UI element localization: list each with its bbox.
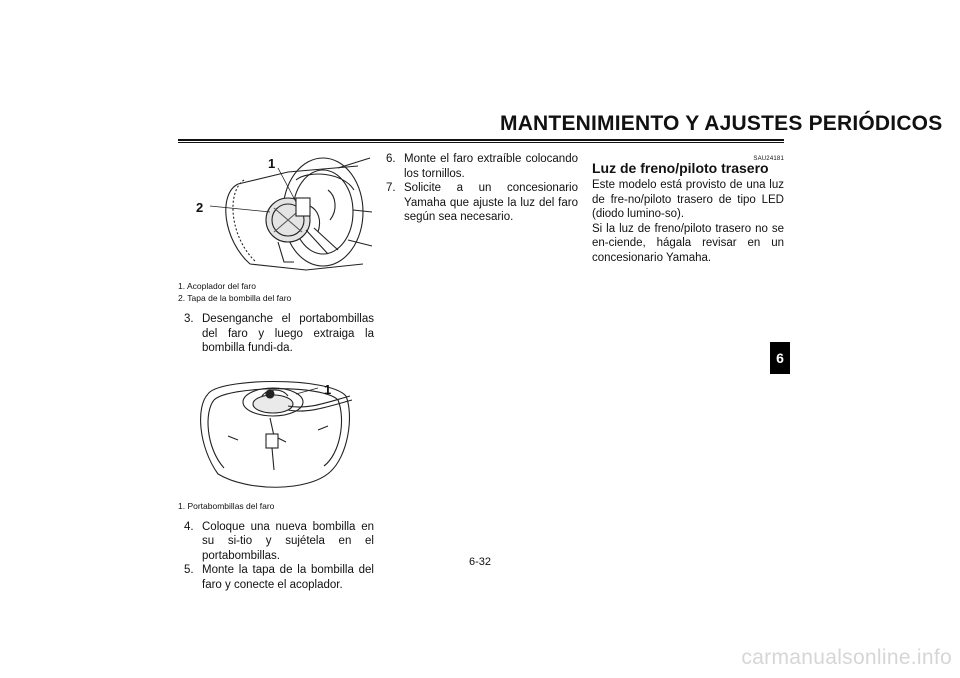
caption-line: 2. Tapa de la bombilla del faro (178, 293, 292, 303)
step-5 (184, 563, 374, 592)
step-4 (184, 520, 374, 564)
step-number: 6. (386, 153, 396, 165)
paragraph: Este modelo está provisto de una luz de fre-no/piloto trasero de tipo LED (diodo lumino-so). (592, 179, 784, 220)
step-3 (184, 312, 374, 356)
section-body (592, 178, 784, 265)
callout-2: 2 (196, 200, 204, 215)
paragraph: Si la luz de freno/piloto trasero no se en-ciende, hágala revisar en un concesionario Yamaha. (592, 222, 784, 264)
figure2-caption (178, 500, 374, 512)
right-column (592, 152, 784, 265)
section-heading: Luz de freno/piloto trasero (592, 160, 769, 176)
middle-column (386, 152, 578, 225)
step-text: Solicite a un concesionario Yamaha que ajuste la luz del faro según sea necesario. (404, 182, 578, 223)
step-number: 4. (184, 520, 194, 533)
step-6 (386, 152, 578, 181)
chapter-tab: 6 (770, 342, 790, 374)
step-text: Monte el faro extraíble colocando los tornillos. (404, 153, 578, 180)
section-code: SAU24181 (753, 156, 784, 162)
watermark: carmanualsonline.info (741, 646, 952, 669)
figure1-caption (178, 280, 374, 304)
callout-1: 1 (324, 381, 332, 397)
page-title: MANTENIMIENTO Y AJUSTES PERIÓDICOS (500, 112, 943, 135)
step-text: Monte la tapa de la bombilla del faro y conecte el acoplador. (202, 564, 374, 591)
headlight-coupler-illustration (178, 150, 374, 276)
step-number: 3. (184, 313, 194, 325)
left-column (178, 150, 374, 592)
step-7 (386, 181, 578, 225)
step-number: 5. (184, 564, 194, 576)
bulb-holder-illustration (178, 366, 374, 496)
title-rule (178, 139, 784, 143)
callout-1: 1 (268, 156, 276, 171)
page-number: 6-32 (468, 556, 492, 568)
step-number: 7. (386, 182, 396, 194)
step-text: Coloque una nueva bombilla en su si-tio y sujétela en el portabombillas. (202, 520, 374, 562)
step-text: Desenganche el portabombillas del faro y luego extraiga la bombilla fundi-da. (202, 313, 374, 354)
caption-line: 1. Portabombillas del faro (178, 500, 275, 511)
caption-line: 1. Acoplador del faro (178, 281, 256, 291)
